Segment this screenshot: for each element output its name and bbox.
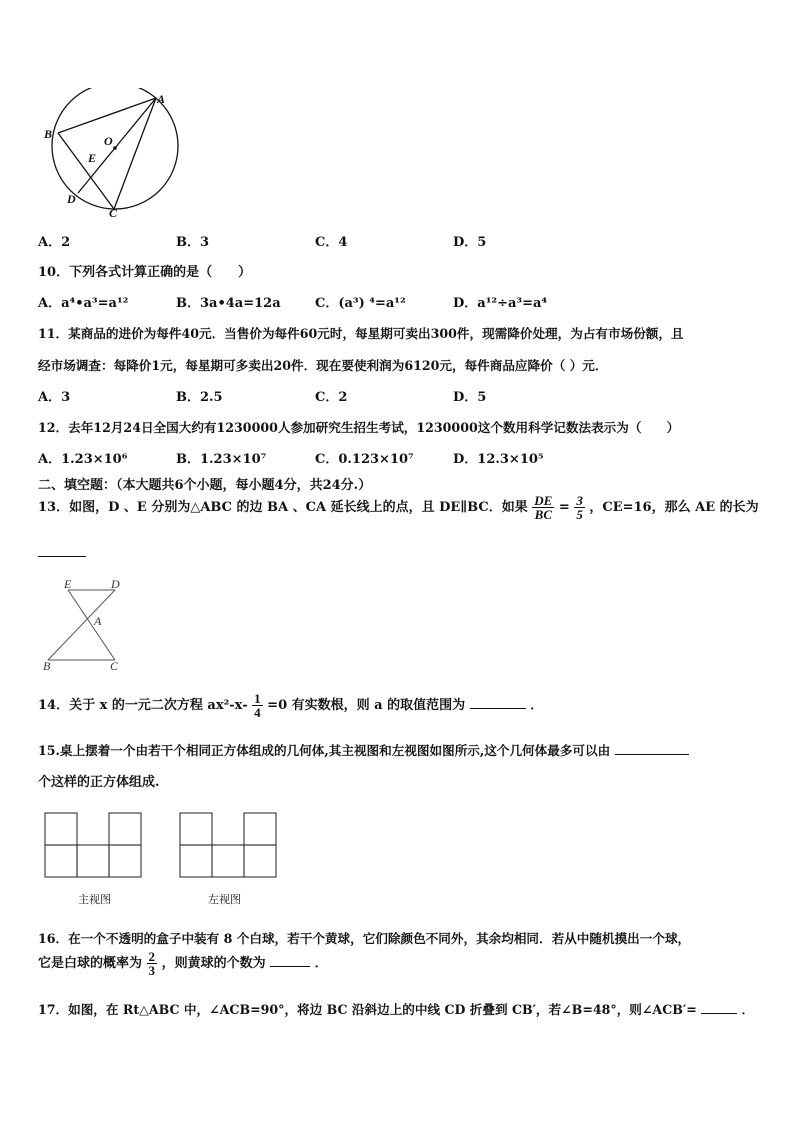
q11-line2: 经市场调查：每降价1元，每星期可多卖出20件．现在要使利润为6120元，每件商品应降价（ ）元．: [38, 358, 608, 373]
q17-wrap: [38, 999, 754, 1018]
q13-answer-blank: [38, 555, 86, 557]
q10-option-d: D．a¹²÷a³=a⁴: [453, 296, 548, 311]
q12-option-a: A．1.23×10⁶: [38, 452, 128, 467]
circle-figure: [40, 88, 190, 223]
point-label-b: B: [44, 127, 53, 141]
section-heading: 二、填空题：（本大题共6个小题，每小题4分，共24分.）: [38, 478, 372, 493]
q13-value-denominator: 5: [576, 507, 583, 522]
q10-option-c: C．(a³) ⁴=a¹²: [315, 296, 406, 311]
q16-answer-blank: [270, 965, 310, 967]
q16-fraction: [147, 950, 158, 977]
q16-text-2: ，则黄球的个数为: [161, 956, 266, 971]
q14-stem: [38, 692, 543, 719]
q9-option-c: C．4: [315, 235, 348, 250]
q13-label-c: C: [110, 659, 119, 673]
q12-option-c: C．0.123×10⁷: [315, 452, 414, 467]
q14-text-2: =0 有实数根，则 a 的取值范围为: [267, 698, 466, 713]
point-label-a: A: [157, 92, 166, 106]
q10-option-b: B．3a•4a=12a: [176, 296, 281, 311]
q17-end: ．: [741, 1002, 755, 1017]
q12-option-d: D．12.3×10⁵: [453, 452, 544, 467]
q16-text-1: 它是白球的概率为: [38, 956, 143, 971]
q13-label-b: B: [43, 659, 51, 673]
q11-option-c: C．2: [315, 390, 348, 405]
q12-option-b: B．1.23×10⁷: [176, 452, 267, 467]
q15-line1: 15.桌上摆着一个由若干个相同正方体组成的几何体,其主视图和左视图如图所示,这个几何体最多可以由: [38, 743, 611, 758]
q16-line2: [38, 950, 328, 977]
q9-option-a: A．2: [38, 235, 71, 250]
q13-ratio-numerator: DE: [534, 493, 553, 508]
q13-ratio-denominator: BC: [534, 507, 552, 522]
q13-label-e: E: [64, 577, 72, 591]
q14-text-1: 14．关于 x 的一元二次方程 ax²-x-: [38, 698, 248, 713]
left-view-figure: [179, 812, 279, 878]
q11-option-a: A．3: [38, 390, 71, 405]
point-label-d: D: [67, 192, 76, 206]
q9-option-d: D．5: [453, 235, 487, 250]
point-label-o: O: [104, 134, 113, 148]
q13-value-fraction: [574, 494, 585, 521]
q14-numerator: 1: [254, 691, 261, 706]
q17-stem: 17．如图，在 Rt△ABC 中，∠ACB=90°，将边 BC 沿斜边上的中线 CD 折叠到 CB′，若∠B=48°，则∠ACB′=: [38, 1002, 697, 1017]
front-view-caption: 主视图: [78, 893, 111, 906]
q13-text-2: ，CE=16，那么 AE 的长为: [589, 500, 759, 515]
q16-end: ．: [314, 956, 328, 971]
q11-line1: 11．某商品的进价为每件40元．当售价为每件60元时，每星期可卖出300件，现需降价处理，为占有市场份额，且: [38, 326, 684, 341]
q12-stem: 12．去年12月24日全国大约有1230000人参加研究生招生考试，1230000这个数用科学记数法表示为（ ）: [38, 420, 680, 435]
q14-denominator: 4: [254, 705, 261, 720]
q13-text-1: 13．如图，D 、E 分别为△ABC 的边 BA 、CA 延长线上的点，且 DE∥BC．如果: [38, 500, 528, 515]
q10-option-a: A．a⁴•a³=a¹²: [38, 296, 129, 311]
q10-stem: 10．下列各式计算正确的是（ ）: [38, 265, 252, 280]
q13-value-numerator: 3: [576, 493, 583, 508]
q11-option-d: D．5: [453, 390, 487, 405]
q13-label-a: A: [94, 614, 102, 628]
q9-option-b: B．3: [176, 235, 210, 250]
q15-line2: 个这样的正方体组成.: [38, 775, 160, 790]
front-view-figure: [44, 812, 144, 878]
q13-stem: [38, 494, 759, 521]
q17-answer-blank: [701, 1012, 737, 1014]
q14-fraction: [252, 692, 263, 719]
q16-line1: 16．在一个不透明的盒子中装有 8 个白球，若干个黄球，它们除颜色不同外，其余均相同．若从中随机摸出一个球，: [38, 931, 691, 946]
point-label-e: E: [88, 151, 97, 165]
q14-answer-blank: [470, 707, 526, 709]
point-label-c: C: [109, 206, 118, 220]
q13-label-d: D: [111, 577, 120, 591]
q13-ratio-fraction: [532, 494, 554, 521]
q16-denominator: 3: [148, 963, 156, 978]
q16-numerator: 2: [148, 949, 156, 964]
q15-line1-wrap: [38, 740, 689, 759]
q13-equals: =: [558, 500, 570, 515]
left-view-caption: 左视图: [208, 893, 241, 906]
q11-option-b: B．2.5: [176, 390, 223, 405]
q15-answer-blank: [615, 753, 689, 755]
q14-end: ．: [530, 698, 544, 713]
